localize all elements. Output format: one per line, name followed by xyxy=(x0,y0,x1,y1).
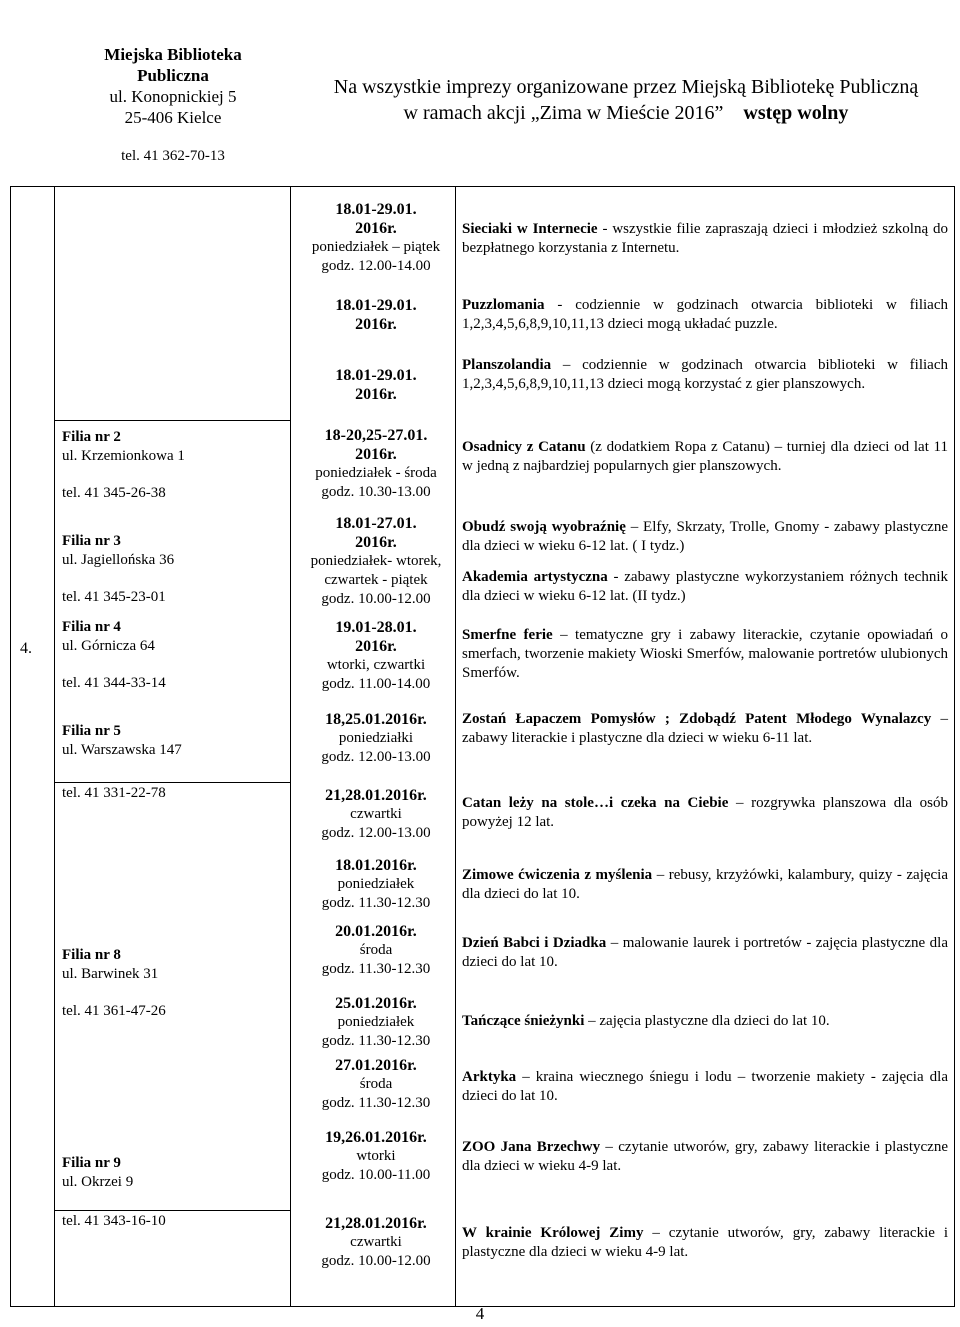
date-range: 25.01.2016r. xyxy=(335,995,417,1012)
event-title: Puzzlomania xyxy=(462,297,545,313)
date-hours: godz. 12.00-14.00 xyxy=(321,258,431,274)
event-3 xyxy=(462,356,948,394)
event-desc: – zajęcia plastyczne dla dzieci do lat 10. xyxy=(584,1013,830,1029)
event-title: Dzień Babci i Dziadka xyxy=(462,935,607,951)
date-block-9 xyxy=(296,856,456,913)
notice-line2 xyxy=(296,100,956,126)
date-block-10 xyxy=(296,922,456,979)
date-block-6 xyxy=(296,618,456,694)
date-hours: godz. 10.30-13.00 xyxy=(321,484,431,500)
branch-filia-2 xyxy=(62,428,282,503)
branch-street: ul. Okrzei 9 xyxy=(62,1174,134,1190)
event-title: Obudź swoją wyobraźnię xyxy=(462,519,626,535)
date-days: czwartki xyxy=(350,1234,402,1250)
notice-campaign: w ramach akcji „Zima w Mieście 2016” xyxy=(403,102,724,124)
event-13 xyxy=(462,1068,948,1106)
event-11 xyxy=(462,934,948,972)
date-block-2 xyxy=(296,296,456,334)
date-year: 2016r. xyxy=(355,638,397,655)
date-year: 2016r. xyxy=(355,534,397,551)
library-phone: tel. 41 362-70-13 xyxy=(121,148,225,164)
date-days-2: czwartek - piątek xyxy=(324,572,428,588)
branch-filia-4 xyxy=(62,618,282,693)
date-days: poniedziałek xyxy=(337,1014,415,1030)
event-desc: – tematyczne gry i zabawy literackie, czytanie opowiadań o smerfach, tworzenie makiety Wioski Smerfów, malowanie portretów ulubionych Smerfów. xyxy=(462,627,948,681)
branch-phone: tel. 41 344-33-14 xyxy=(62,675,166,691)
branch-phone: tel. 41 345-23-01 xyxy=(62,589,166,605)
date-days: środa xyxy=(359,942,393,958)
date-range: 18.01-29.01. xyxy=(335,367,417,384)
branch-street: ul. Barwinek 31 xyxy=(62,966,159,982)
date-days: wtorki, czwartki xyxy=(326,657,426,673)
date-block-4 xyxy=(296,426,456,502)
date-range: 18.01-29.01. xyxy=(335,297,417,314)
branch-street: ul. Warszawska 147 xyxy=(62,742,182,758)
date-block-12 xyxy=(296,1056,456,1113)
date-days: poniedziałek – piątek xyxy=(311,239,441,255)
date-hours: godz. 11.00-14.00 xyxy=(321,676,431,692)
date-days: poniedziałek xyxy=(337,876,415,892)
date-range: 21,28.01.2016r. xyxy=(325,787,427,804)
branch-name: Filia nr 4 xyxy=(62,619,121,635)
event-14 xyxy=(462,1138,948,1176)
branch-phone: tel. 41 331-22-78 xyxy=(62,785,166,801)
event-title: Planszolandia xyxy=(462,357,552,373)
date-range: 20.01.2016r. xyxy=(335,923,417,940)
branch-street: ul. Krzemionkowa 1 xyxy=(62,448,185,464)
event-desc: – zabawy literackie i plastyczne dla dzieci w wieku 6-11 lat. xyxy=(462,711,948,746)
date-hours: godz. 11.30-12.30 xyxy=(321,1033,431,1049)
library-address xyxy=(60,44,286,128)
date-block-7 xyxy=(296,710,456,767)
event-desc: – rebusy, krzyżówki, kalambury, quizy - zajęcia dla dzieci do lat 10. xyxy=(462,867,948,902)
event-desc: – Elfy, Skrzaty, Trolle, Gnomy - zabawy plastyczne dla dzieci w wieku 6-12 lat. ( I tydz.) xyxy=(462,519,948,554)
event-7 xyxy=(462,626,948,683)
date-range: 18-20,25-27.01. xyxy=(324,427,428,444)
event-10 xyxy=(462,866,948,904)
event-title: Sieciaki w Internecie xyxy=(462,221,598,237)
event-title: Osadnicy z Catanu xyxy=(462,439,586,455)
date-hours: godz. 10.00-12.00 xyxy=(321,591,431,607)
event-title: Catan leży na stole…i czeka na Ciebie xyxy=(462,795,729,811)
date-year: 2016r. xyxy=(355,220,397,237)
date-range: 18.01.2016r. xyxy=(335,857,417,874)
row-number: 4. xyxy=(20,640,32,657)
event-desc: – codziennie w godzinach otwarcia biblioteki w filiach 1,2,3,4,5,6,8,9,10,11,13 dzieci mogą korzystać z gier planszowych. xyxy=(462,357,948,392)
event-title: Zimowe ćwiczenia z myślenia xyxy=(462,867,653,883)
library-postcode: 25-406 Kielce xyxy=(124,108,222,127)
date-block-14 xyxy=(296,1214,456,1271)
notice-free-entry: wstęp wolny xyxy=(743,102,849,124)
event-desc: - zabawy plastyczne wykorzystaniem różnych technik dla dzieci w wieku 6-12 lat. (II tydz.) xyxy=(462,569,948,604)
date-range: 18.01-29.01. xyxy=(335,201,417,218)
event-title: Arktyka xyxy=(462,1069,517,1085)
event-15 xyxy=(462,1224,948,1262)
event-2 xyxy=(462,296,948,334)
event-6 xyxy=(462,568,948,606)
branch-name: Filia nr 5 xyxy=(62,723,121,739)
event-desc: – rozgrywka planszowa dla osób powyżej 12 lat. xyxy=(462,795,948,830)
branch-filia-9 xyxy=(62,1154,282,1231)
branch-filia-8 xyxy=(62,946,282,1021)
event-desc: – czytanie utworów, gry, zabawy literackie i plastyczne dla dzieci w wieku 4-9 lat. xyxy=(462,1225,948,1260)
date-range: 18,25.01.2016r. xyxy=(325,711,427,728)
event-desc: (z dodatkiem Ropa z Catanu) – turniej dla dzieci od lat 11 w jedną z najbardziej popularnych gier planszowych. xyxy=(462,439,949,474)
library-name-line2: Publiczna xyxy=(137,66,209,85)
branch-name: Filia nr 9 xyxy=(62,1155,121,1171)
event-title: Smerfne ferie xyxy=(462,627,553,643)
date-hours: godz. 10.00-12.00 xyxy=(321,1253,431,1269)
event-title: ZOO Jana Brzechwy xyxy=(462,1139,601,1155)
event-desc: – czytanie utworów, gry, zabawy literackie i plastyczne dla dzieci w wieku 4-9 lat. xyxy=(462,1139,948,1174)
date-range: 18.01-27.01. xyxy=(335,515,417,532)
page-number: 4 xyxy=(475,1304,485,1323)
library-street: ul. Konopnickiej 5 xyxy=(109,87,237,106)
event-5 xyxy=(462,518,948,556)
date-year: 2016r. xyxy=(355,446,397,463)
branch-phone: tel. 41 343-16-10 xyxy=(62,1213,166,1229)
event-title: Zostań Łapaczem Pomysłów ; Zdobądź Patent Młodego Wynalazcy xyxy=(462,711,932,727)
branch-phone: tel. 41 345-26-38 xyxy=(62,485,166,501)
date-hours: godz. 11.30-12.30 xyxy=(321,961,431,977)
event-desc: - codziennie w godzinach otwarcia biblioteki w filiach 1,2,3,4,5,6,8,9,10,11,13 dzieci mogą układać puzzle. xyxy=(462,297,948,332)
branch-name: Filia nr 3 xyxy=(62,533,121,549)
event-title: Tańczące śnieżynki xyxy=(462,1013,585,1029)
event-desc: – kraina wiecznego śniegu i lodu – tworzenie makiety - zajęcia dla dzieci do lat 10. xyxy=(462,1069,948,1104)
date-block-13 xyxy=(296,1128,456,1185)
date-days: wtorki xyxy=(356,1148,396,1164)
branch-phone: tel. 41 361-47-26 xyxy=(62,1003,166,1019)
event-9 xyxy=(462,794,948,832)
date-days: poniedziałki xyxy=(338,730,414,746)
notice xyxy=(296,74,956,126)
event-title: Akademia artystyczna xyxy=(462,569,608,585)
event-12 xyxy=(462,1012,948,1031)
date-hours: godz. 11.30-12.30 xyxy=(321,895,431,911)
date-block-5 xyxy=(296,514,456,609)
date-range: 27.01.2016r. xyxy=(335,1057,417,1074)
library-name-line1: Miejska Biblioteka xyxy=(104,45,242,64)
branch-name: Filia nr 8 xyxy=(62,947,121,963)
date-hours: godz. 12.00-13.00 xyxy=(321,825,431,841)
date-hours: godz. 10.00-11.00 xyxy=(321,1167,431,1183)
date-year: 2016r. xyxy=(355,386,397,403)
event-desc: - wszystkie filie zapraszają dzieci i młodzież szkolną do bezpłatnego korzystania z Internetu. xyxy=(462,221,949,256)
notice-line1: Na wszystkie imprezy organizowane przez Miejską Bibliotekę Publiczną xyxy=(333,76,919,98)
date-hours: godz. 11.30-12.30 xyxy=(321,1095,431,1111)
date-range: 19.01-28.01. xyxy=(335,619,417,636)
date-block-11 xyxy=(296,994,456,1051)
event-1 xyxy=(462,220,948,258)
date-block-8 xyxy=(296,786,456,843)
date-days: poniedziałek - środa xyxy=(315,465,437,481)
event-title: W krainie Królowej Zimy xyxy=(462,1225,644,1241)
date-block-3 xyxy=(296,366,456,404)
branch-filia-3 xyxy=(62,532,282,607)
event-8 xyxy=(462,710,948,748)
branch-street: ul. Jagiellońska 36 xyxy=(62,552,175,568)
event-4 xyxy=(462,438,948,476)
date-range: 19,26.01.2016r. xyxy=(325,1129,427,1146)
event-desc: – malowanie laurek i portretów - zajęcia plastyczne dla dzieci do lat 10. xyxy=(462,935,948,970)
branch-name: Filia nr 2 xyxy=(62,429,121,445)
branch-street: ul. Górnicza 64 xyxy=(62,638,155,654)
date-year: 2016r. xyxy=(355,316,397,333)
date-days: czwartki xyxy=(350,806,402,822)
branch-filia-5 xyxy=(62,722,282,803)
date-days: poniedziałek- wtorek, xyxy=(310,553,442,569)
date-hours: godz. 12.00-13.00 xyxy=(321,749,431,765)
date-range: 21,28.01.2016r. xyxy=(325,1215,427,1232)
date-block-1 xyxy=(296,200,456,276)
date-days: środa xyxy=(359,1076,393,1092)
